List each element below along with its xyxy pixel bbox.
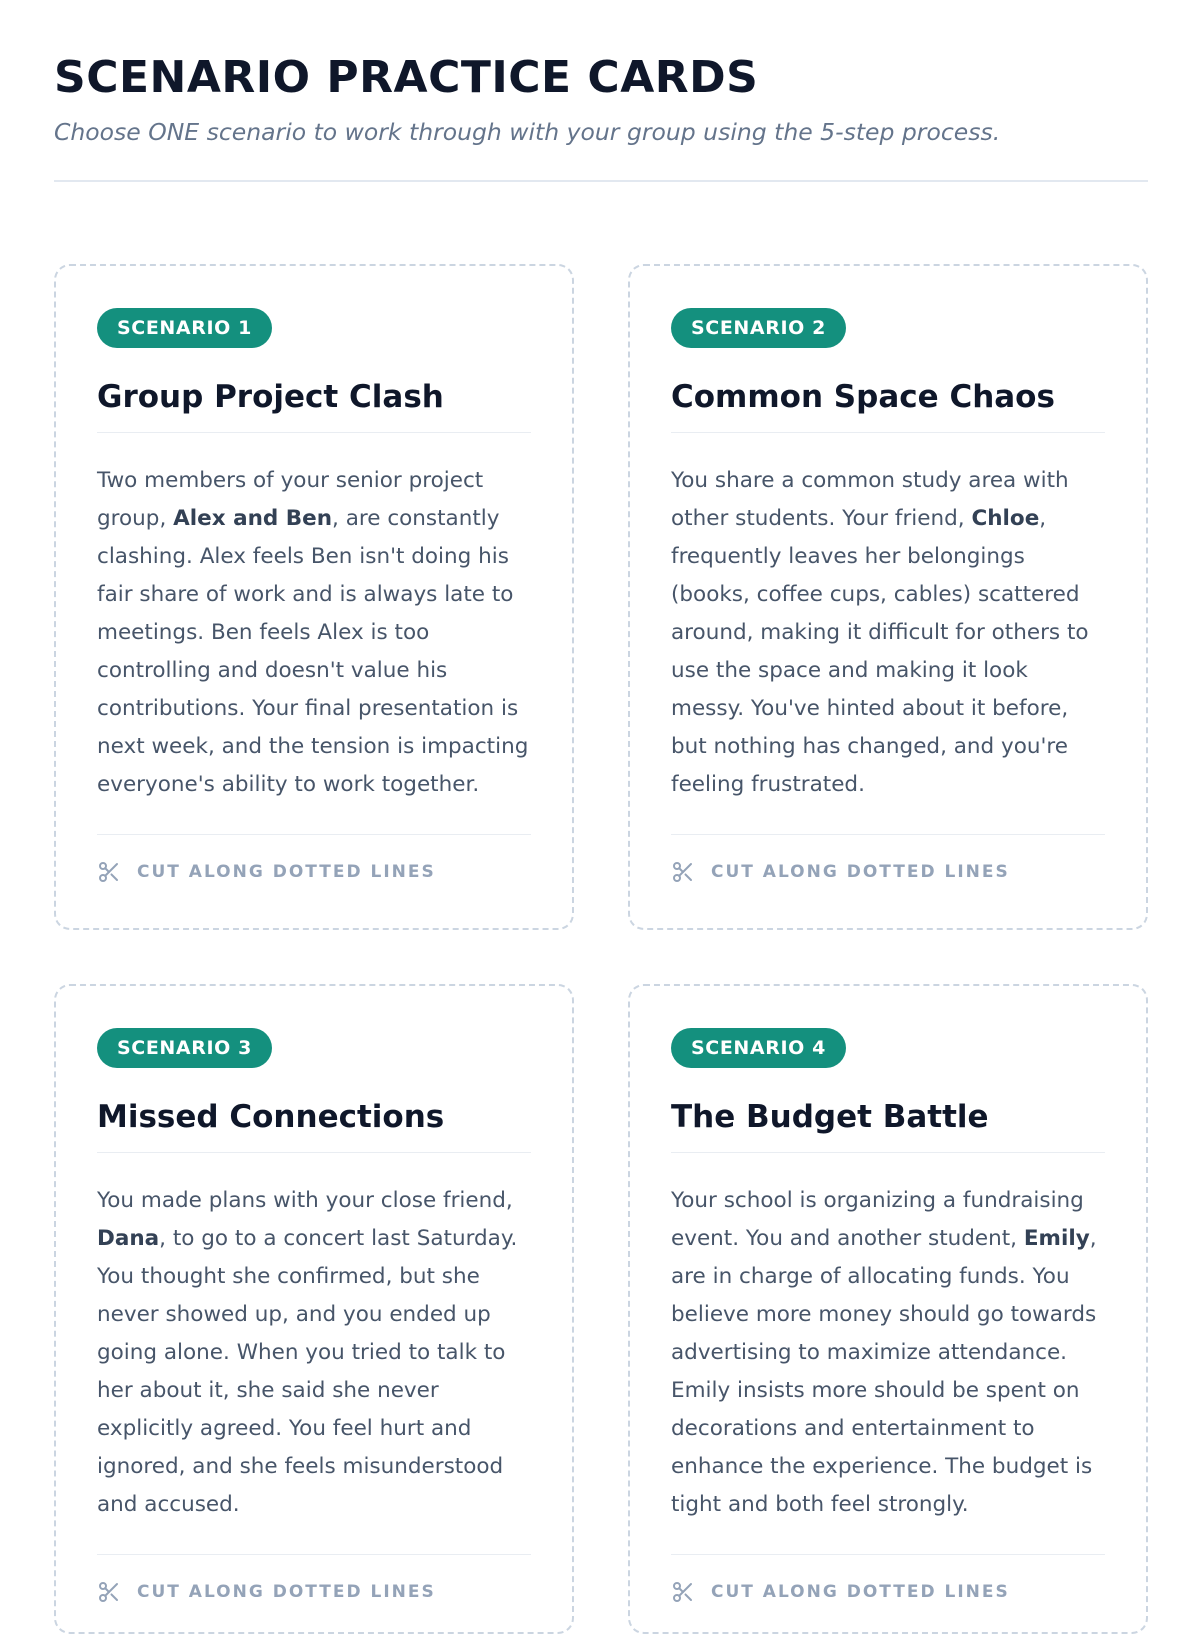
footer-divider [671, 1554, 1105, 1555]
person-name: Chloe [971, 506, 1040, 531]
description-text: Your school is organizing a fundraising event. You and another student, [671, 1188, 1084, 1251]
card-footer [97, 1579, 531, 1605]
person-name: Emily [1023, 1226, 1090, 1251]
scenario-card-1 [54, 264, 574, 930]
description-text: , are in charge of allocating funds. You believe more money should go towards advertising to maximize attendance. Emily insists more should be spent on decorations and entertainment to enhance the experience. The budget is tight and both feel strongly. [671, 1226, 1097, 1517]
page-title: SCENARIO PRACTICE CARDS [54, 52, 759, 103]
scenario-title: The Budget Battle [671, 1099, 989, 1135]
scissors-icon [671, 1580, 695, 1604]
footer-divider [97, 1554, 531, 1555]
footer-divider [671, 834, 1105, 835]
description-text: You share a common study area with other students. Your friend, [671, 468, 1069, 531]
description-text: , frequently leaves her belongings (books, coffee cups, cables) scattered around, making it difficult for others to use the space and making it look messy. You've hinted about it before, but nothing has changed, and you're feeling frustrated. [671, 506, 1089, 797]
description-text: Two members of your senior project group, [97, 468, 484, 531]
cut-instruction: CUT ALONG DOTTED LINES [711, 1582, 1010, 1602]
description-text: You made plans with your close friend, [97, 1188, 513, 1213]
title-divider [671, 432, 1105, 433]
page-subtitle: Choose ONE scenario to work through with your group using the 5-step process. [54, 118, 1001, 146]
description-text: , are constantly clashing. Alex feels Ben isn't doing his fair share of work and is always late to meetings. Ben feels Alex is too controlling and doesn't value his contributions. Your final presentation is next week, and the tension is impacting everyone's ability to work together. [97, 506, 529, 797]
title-divider [671, 1152, 1105, 1153]
person-name: Alex and Ben [173, 506, 333, 531]
scissors-icon [97, 1580, 121, 1604]
card-footer [671, 859, 1105, 885]
scenario-badge: SCENARIO 1 [97, 308, 272, 348]
title-divider [97, 1152, 531, 1153]
description-text: , to go to a concert last Saturday. You thought she confirmed, but she never showed up, and you ended up going alone. When you tried to talk to her about it, she said she never explicitly agreed. You feel hurt and ignored, and she feels misunderstood and accused. [97, 1226, 518, 1517]
cut-instruction: CUT ALONG DOTTED LINES [137, 1582, 436, 1602]
scenario-title: Missed Connections [97, 1099, 445, 1135]
title-divider [97, 432, 531, 433]
card-footer [97, 859, 531, 885]
scenario-badge: SCENARIO 2 [671, 308, 846, 348]
scenario-title: Group Project Clash [97, 379, 444, 415]
cut-instruction: CUT ALONG DOTTED LINES [137, 862, 436, 882]
scissors-icon [671, 860, 695, 884]
scenario-description [671, 462, 1105, 804]
header-divider [54, 180, 1148, 182]
scenario-card-3 [54, 984, 574, 1634]
scenario-badge: SCENARIO 3 [97, 1028, 272, 1068]
cut-instruction: CUT ALONG DOTTED LINES [711, 862, 1010, 882]
scenario-badge: SCENARIO 4 [671, 1028, 846, 1068]
person-name: Dana [97, 1226, 160, 1251]
scissors-icon [97, 860, 121, 884]
scenario-title: Common Space Chaos [671, 379, 1055, 415]
scenario-card-2 [628, 264, 1148, 930]
scenario-description [671, 1182, 1105, 1524]
card-footer [671, 1579, 1105, 1605]
scenario-description [97, 462, 531, 804]
footer-divider [97, 834, 531, 835]
scenario-card-4 [628, 984, 1148, 1634]
scenario-description [97, 1182, 531, 1524]
